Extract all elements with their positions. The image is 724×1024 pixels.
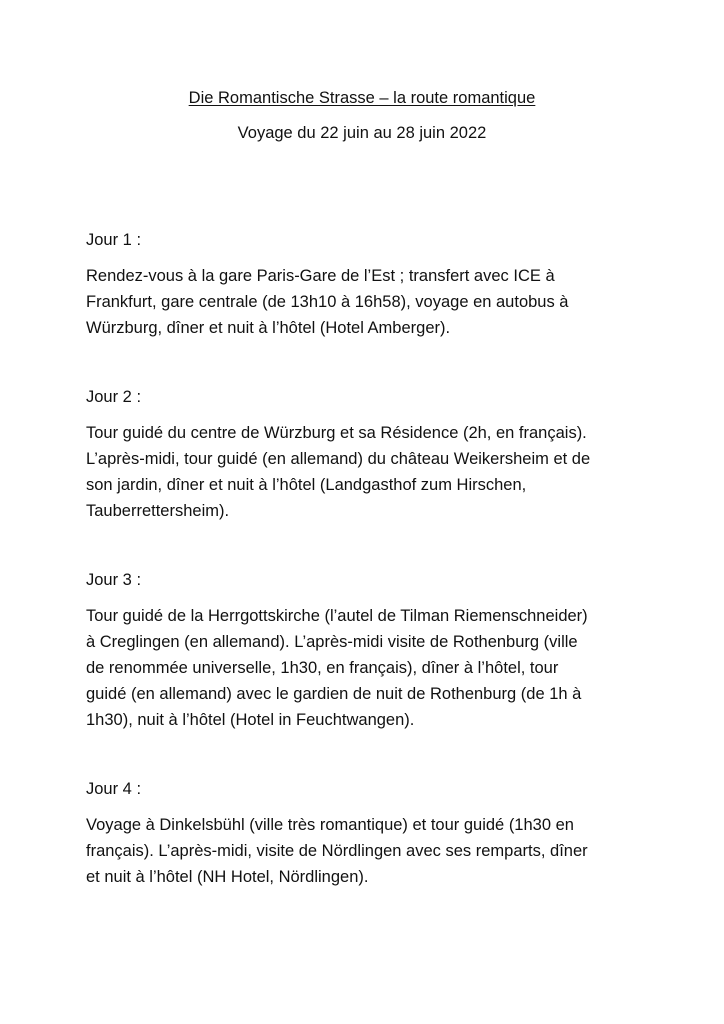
day-2-description xyxy=(86,420,646,524)
day-3-label: Jour 3 : xyxy=(86,571,142,589)
day-1-line: Würzburg, dîner et nuit à l’hôtel (Hotel Amberger). xyxy=(86,319,451,337)
document-subtitle: Voyage du 22 juin au 28 juin 2022 xyxy=(237,124,487,142)
day-2-line: Tour guidé du centre de Würzburg et sa Résidence (2h, en français). xyxy=(86,424,587,442)
day-3-line: guidé (en allemand) avec le gardien de nuit de Rothenburg (de 1h à xyxy=(86,685,582,703)
day-1-line: Frankfurt, gare centrale (de 13h10 à 16h58), voyage en autobus à xyxy=(86,293,569,311)
day-1-label: Jour 1 : xyxy=(86,231,142,249)
day-4-description xyxy=(86,812,646,890)
day-1-description xyxy=(86,263,646,341)
day-3-line: Tour guidé de la Herrgottskirche (l’autel de Tilman Riemenschneider) xyxy=(86,607,588,625)
day-2-label: Jour 2 : xyxy=(86,388,142,406)
day-3-description xyxy=(86,603,646,733)
day-2-line: Tauberrettersheim). xyxy=(86,502,230,520)
day-4-line: et nuit à l’hôtel (NH Hotel, Nördlingen). xyxy=(86,868,369,886)
day-3-line: à Creglingen (en allemand). L’après-midi visite de Rothenburg (ville xyxy=(86,633,578,651)
document-title: Die Romantische Strasse – la route romantique xyxy=(188,89,536,107)
day-2-line: son jardin, dîner et nuit à l’hôtel (Landgasthof zum Hirschen, xyxy=(86,476,527,494)
day-4-label: Jour 4 : xyxy=(86,780,142,798)
day-1-line: Rendez-vous à la gare Paris-Gare de l’Est ; transfert avec ICE à xyxy=(86,267,555,285)
day-4-line: français). L’après-midi, visite de Nördlingen avec ses remparts, dîner xyxy=(86,842,588,860)
day-3-line: de renommée universelle, 1h30, en français), dîner à l’hôtel, tour xyxy=(86,659,559,677)
day-2-line: L’après-midi, tour guidé (en allemand) du château Weikersheim et de xyxy=(86,450,591,468)
day-4-line: Voyage à Dinkelsbühl (ville très romantique) et tour guidé (1h30 en xyxy=(86,816,574,834)
day-3-line: 1h30), nuit à l’hôtel (Hotel in Feuchtwangen). xyxy=(86,711,415,729)
